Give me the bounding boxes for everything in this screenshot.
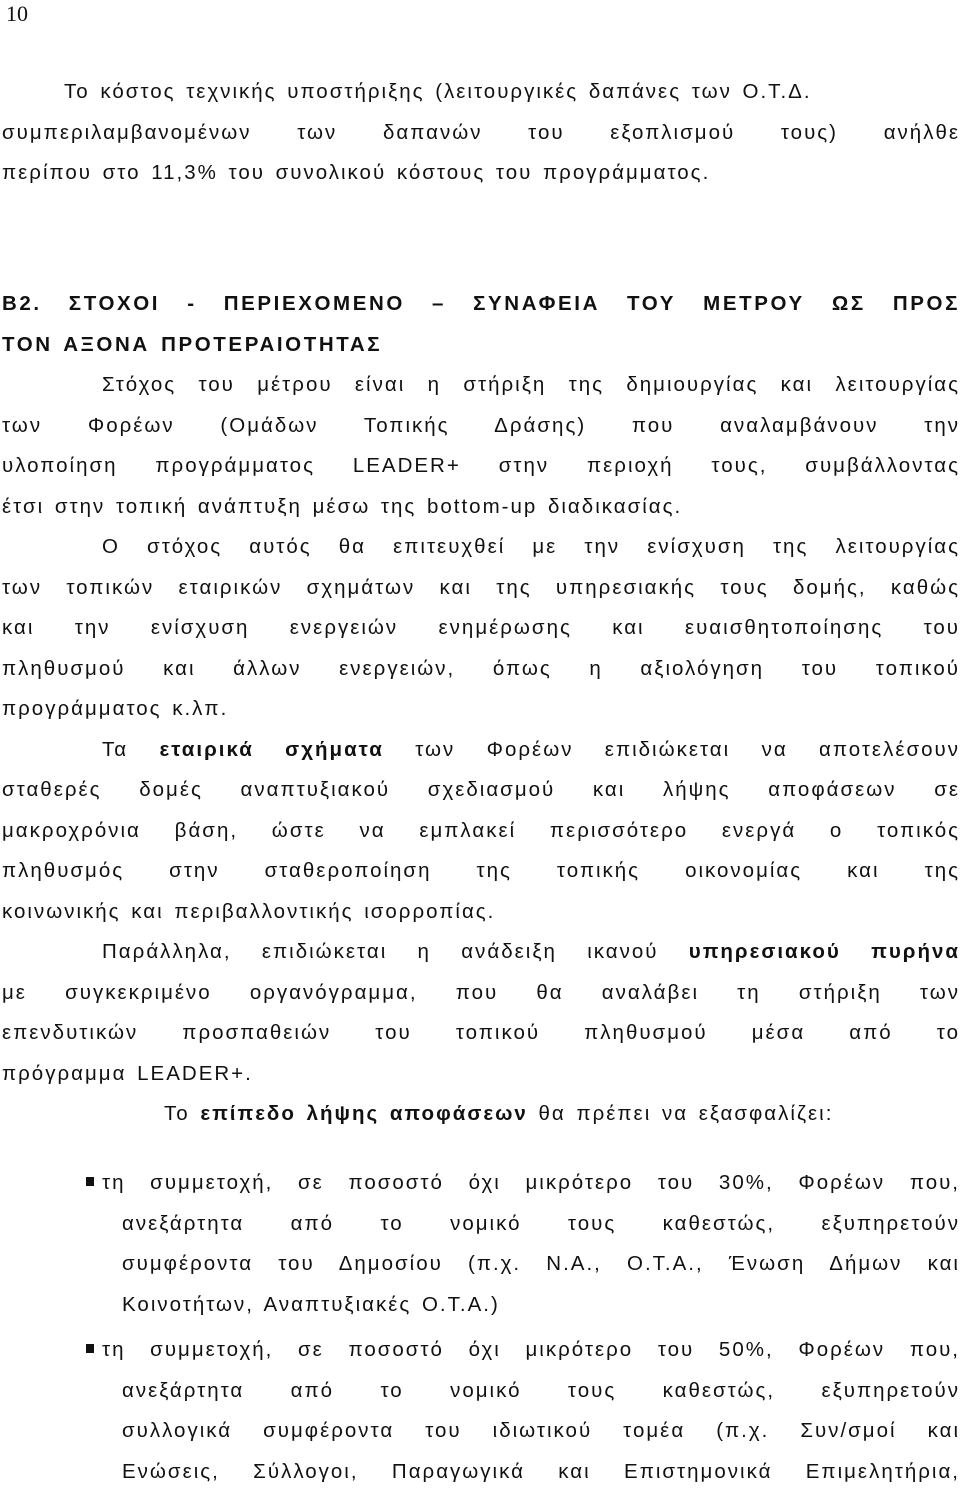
text-line: Στόχος του μέτρου είναι η στήριξη της δημιουργίας και λειτουργίας [102,373,960,396]
text-line: υλοποίηση προγράμματος LEADER+ στην περιοχή τους, συμβάλλοντας [2,454,960,477]
text-line: πρόγραμμα LEADER+. [2,1061,253,1085]
intro-paragraph [2,72,960,194]
text-run: θα πρέπει να εξασφαλίζει: [538,1102,834,1125]
text-line: Ενώσεις, Σύλλογοι, Παραγωγικά και Επιστημονικά Επιμελητήρια, [122,1459,960,1483]
text-line: σταθερές δομές αναπτυξιακού σχεδιασμού και λήψης αποφάσεων σε [2,778,960,801]
heading-line: ΤΟΝ ΑΞΟΝΑ ΠΡΟΤΕΡΑΙΟΤΗΤΑΣ [2,332,383,356]
section-body [2,365,960,1135]
emphasis-text: υπηρεσιακού πυρήνα [688,940,960,963]
text-line [2,1094,960,1135]
text-line: συλλογικά συμφέροντα του ιδιωτικού τομέα (π.χ. Συν/σμοί και [122,1419,960,1442]
text-line: περίπου στο 11,3% του συνολικού κόστους του προγράμματος. [2,161,711,184]
square-bullet-icon [86,1344,94,1353]
section-heading [2,284,960,365]
text-run: Το [164,1102,190,1125]
text-line [2,730,960,771]
text-line: πληθυσμού και άλλων ενεργειών, όπως η αξιολόγηση του τοπικού [2,656,960,680]
text-line: Κοινοτήτων, Αναπτυξιακές Ο.Τ.Α.) [122,1292,500,1316]
text-line: με συγκεκριμένο οργανόγραμμα, που θα αναλάβει τη στήριξη των [2,980,960,1004]
text-run: Παράλληλα, επιδιώκεται η ανάδειξη ικανού [102,940,659,963]
text-line: κοινωνικής και περιβαλλοντικής ισορροπίας. [2,899,496,923]
text-line: έτσι στην τοπική ανάπτυξη μέσω της bottom-up διαδικασίας. [2,494,683,518]
text-line: ανεξάρτητα από το νομικό τους καθεστώς, εξυπηρετούν [122,1211,960,1235]
text-line: τη συμμετοχή, σε ποσοστό όχι μικρότερο του 50%, Φορέων που, [102,1338,960,1361]
list-item [0,1163,960,1325]
text-line: προγράμματος κ.λπ. [2,697,229,720]
text-line: συμφέροντα του Δημοσίου (π.χ. Ν.Α., Ο.Τ.Α., Ένωση Δήμων και [122,1252,960,1275]
text-line: Το κόστος τεχνικής υποστήριξης (λειτουργικές δαπάνες των Ο.Τ.Δ. [64,80,812,103]
bullet-list [0,1163,960,1492]
text-line: συμπεριλαμβανομένων των δαπανών του εξοπλισμού τους) ανήλθε [2,120,960,144]
emphasis-text: εταιρικά σχήματα [159,737,384,761]
text-line: μακροχρόνια βάση, ώστε να εμπλακεί περισσότερο ενεργά ο τοπικός [2,818,960,842]
text-run: Τα [102,737,129,761]
text-line: και την ενίσχυση ενεργειών ενημέρωσης και ευαισθητοποίησης του [2,616,960,639]
text-line: τη συμμετοχή, σε ποσοστό όχι μικρότερο του 30%, Φορέων που, [102,1171,960,1194]
text-line: Ο στόχος αυτός θα επιτευχθεί με την ενίσχυση της λειτουργίας [102,535,960,558]
text-run: των Φορέων επιδιώκεται να αποτελέσουν [415,737,960,761]
text-line: των τοπικών εταιρικών σχημάτων και της υπηρεσιακής τους δομής, καθώς [2,575,960,599]
text-line [2,932,960,973]
list-item [0,1330,960,1492]
emphasis-text: επίπεδο λήψης αποφάσεων [200,1102,528,1125]
heading-line: Β2. ΣΤΟΧΟΙ - ΠΕΡΙΕΧΟΜΕΝΟ – ΣΥΝΑΦΕΙΑ ΤΟΥ ΜΕΤΡΟΥ ΩΣ ΠΡΟΣ [2,292,960,315]
text-line: πληθυσμός στην σταθεροποίηση της τοπικής οικονομίας και της [2,859,960,882]
text-line: των Φορέων (Ομάδων Τοπικής Δράσης) που αναλαμβάνουν την [2,413,960,437]
text-line: ανεξάρτητα από το νομικό τους καθεστώς, εξυπηρετούν [122,1378,960,1402]
text-line: επενδυτικών προσπαθειών του τοπικού πληθυσμού μέσα από το [2,1021,960,1044]
square-bullet-icon [86,1177,94,1186]
page-number: 10 [6,1,28,26]
